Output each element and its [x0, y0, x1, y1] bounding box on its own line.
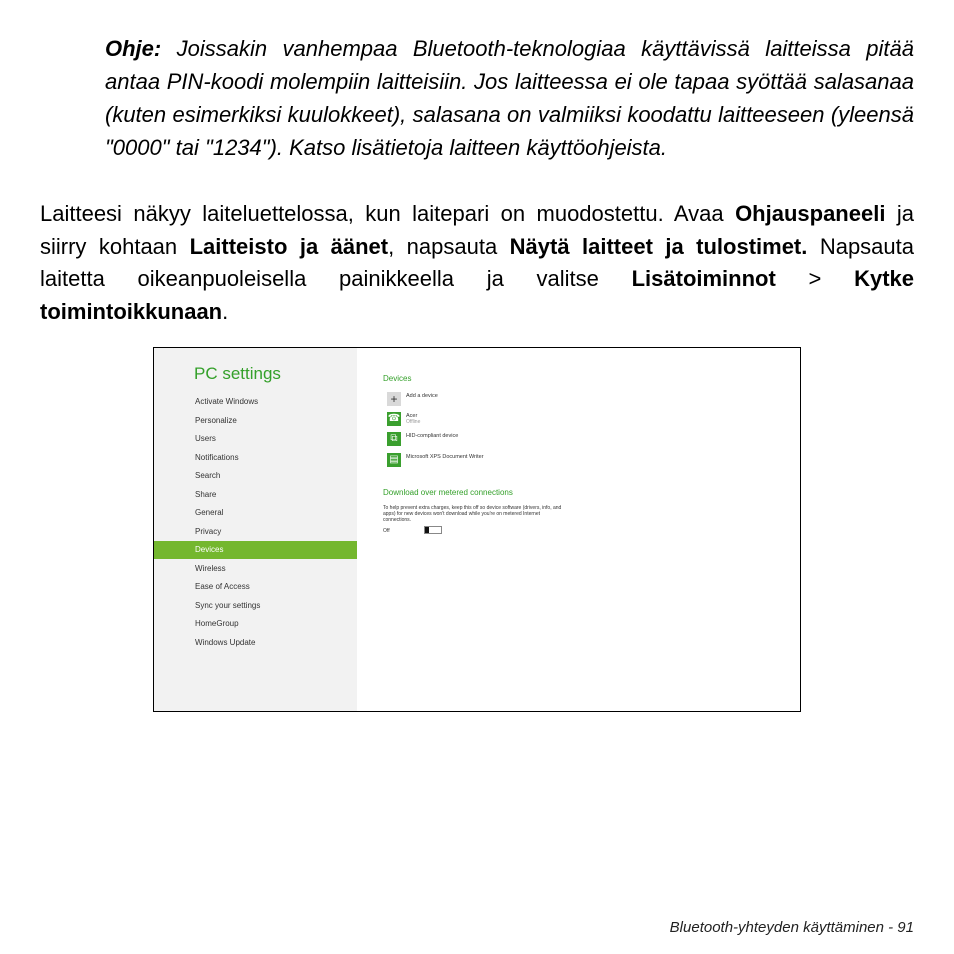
sidebar-item-windows-update[interactable]: Windows Update: [195, 637, 256, 647]
para-bold-devices-printers: Näytä laitteet ja tulostimet.: [509, 233, 808, 259]
para-bold-control-panel: Ohjauspaneeli: [735, 201, 886, 226]
sidebar-item-privacy[interactable]: Privacy: [195, 526, 222, 536]
para-text: , napsauta: [388, 233, 510, 259]
sidebar-item-search[interactable]: Search: [195, 471, 221, 480]
para-text: >: [775, 266, 855, 291]
sidebar-item-homegroup[interactable]: HomeGroup: [195, 619, 239, 628]
sidebar-item-devices[interactable]: Devices: [154, 541, 357, 559]
device-name: Add a device: [406, 393, 438, 399]
plus-icon: +: [387, 392, 401, 406]
page-footer: Bluetooth-yhteyden käyttäminen - 91: [669, 919, 914, 936]
sidebar-item-ease-of-access[interactable]: Ease of Access: [195, 582, 250, 591]
metered-section-title: Download over metered connections: [383, 488, 513, 497]
para-bold-hardware-sound: Laitteisto ja äänet: [189, 233, 389, 259]
device-name: Acer: [406, 413, 418, 419]
sidebar-item-personalize[interactable]: Personalize: [195, 415, 237, 425]
para-text: ja siirry kohtaan: [40, 201, 914, 259]
note-label: Ohje:: [105, 36, 162, 61]
device-name: Microsoft XPS Document Writer: [406, 454, 484, 460]
para-bold-pin-to-taskbar: Kytke toimintoikkunaan: [40, 266, 914, 324]
settings-main-pane: [357, 348, 800, 711]
metered-toggle[interactable]: [424, 526, 442, 534]
sidebar-item-wireless[interactable]: Wireless: [195, 563, 226, 573]
para-text: Napsauta laitetta oikeanpuoleisella painikkeella ja valitse: [40, 233, 914, 291]
instruction-paragraph: [40, 198, 914, 328]
hid-device-icon: ⧉: [387, 432, 401, 446]
sidebar-item-general[interactable]: General: [195, 508, 224, 517]
phone-icon: ☎: [387, 413, 401, 424]
note-text: Joissakin vanhempaa Bluetooth-teknologiaa käyttävissä laitteissa pitää antaa PIN-koodi molempiin laitteisiin. Jos laitteessa ei ole tapaa syöttää salasanaa (kuten esimerkiksi kuulokkeet), salasana on valmiiksi koodattu laitteeseen (yleensä "0000" tai "1234"). Katso lisätietoja laitteen käyttöohjeista.: [105, 36, 914, 160]
para-text: .: [222, 298, 229, 324]
toggle-knob: [425, 527, 429, 533]
note-paragraph: [105, 32, 914, 164]
para-text: Laitteesi näkyy laiteluettelossa, kun laitepari on muodostettu. Avaa: [40, 201, 736, 226]
device-status: Offline: [406, 419, 421, 425]
sidebar-item-notifications[interactable]: Notifications: [195, 452, 239, 462]
pc-settings-title: PC settings: [194, 364, 281, 383]
devices-section-title: Devices: [383, 374, 412, 383]
sidebar-item-activate-windows[interactable]: Activate Windows: [195, 397, 259, 406]
metered-description: To help prevent extra charges, keep this off so device software (drivers, info, and apps) for new devices won't download while you're on metered Internet connections.: [383, 505, 562, 523]
sidebar-item-users[interactable]: Users: [195, 434, 216, 443]
metered-toggle-label: Off: [383, 528, 390, 534]
device-name: HID-compliant device: [406, 433, 459, 439]
para-bold-more-options: Lisätoiminnot: [631, 266, 776, 291]
sidebar-item-sync-your-settings[interactable]: Sync your settings: [195, 600, 261, 610]
sidebar-item-share[interactable]: Share: [195, 489, 217, 499]
printer-icon: ▤: [387, 453, 401, 467]
settings-sidebar: [154, 348, 357, 711]
pc-settings-screenshot: [153, 347, 801, 712]
